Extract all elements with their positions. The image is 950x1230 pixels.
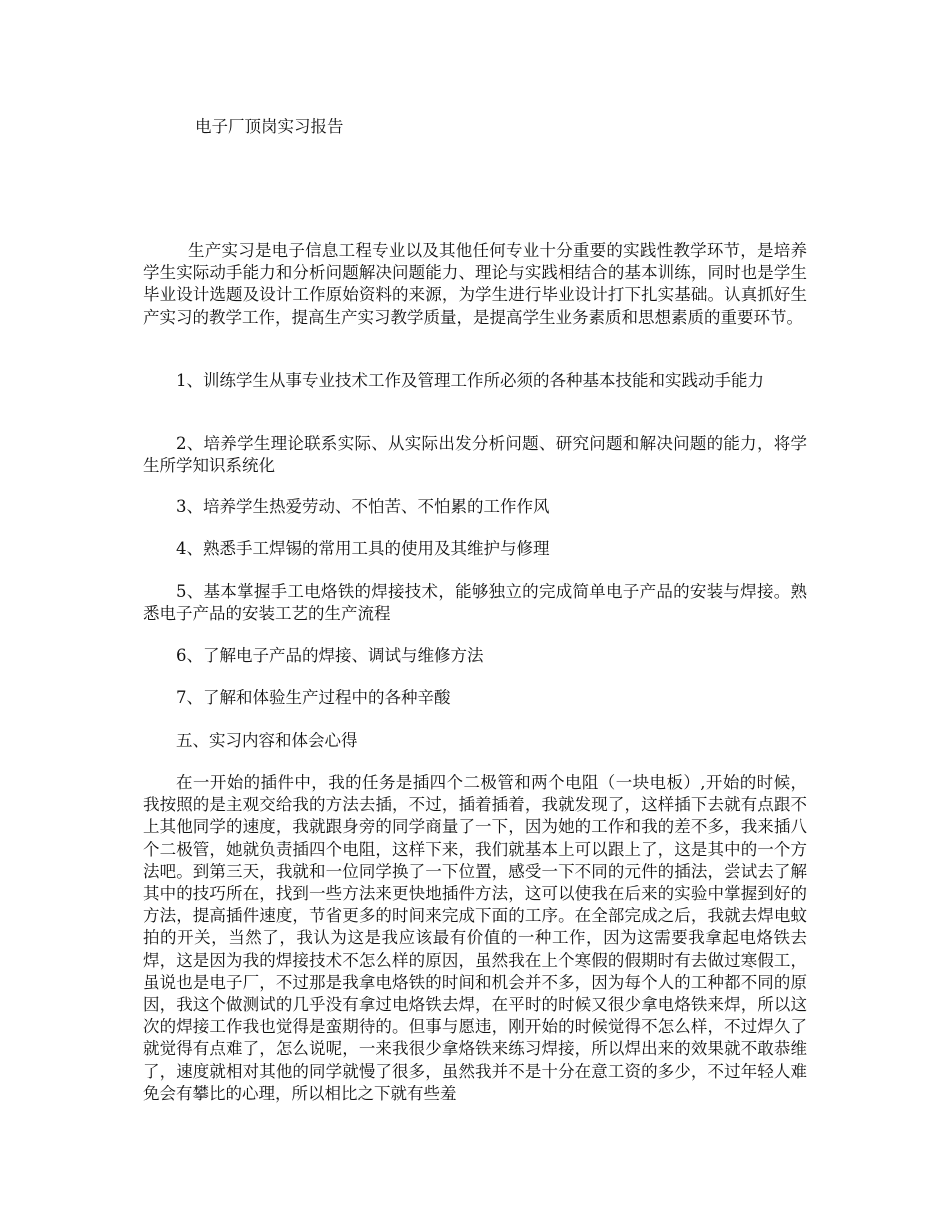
objective-item-2: 2、培养学生理论联系实际、从实际出发分析问题、研究问题和解决问题的能力，将学生所学知识系统化 [143, 434, 807, 476]
document-title: 电子厂顶岗实习报告 [195, 117, 344, 136]
objective-item-1: 1、训练学生从事专业技术工作及管理工作所必须的各种基本技能和实践动手能力 [176, 371, 764, 390]
objective-item-6: 6、了解电子产品的焊接、调试与维修方法 [176, 646, 484, 665]
objective-item-7: 7、了解和体验生产过程中的各种辛酸 [176, 688, 451, 707]
objective-item-3: 3、培养学生热爱劳动、不怕苦、不怕累的工作作风 [176, 497, 550, 516]
section-heading: 五、实习内容和体会心得 [176, 731, 358, 750]
objective-item-4: 4、熟悉手工焊锡的常用工具的使用及其维护与修理 [176, 539, 550, 558]
intro-paragraph: 生产实习是电子信息工程专业以及其他任何专业十分重要的实践性教学环节，是培养学生实际动手能力和分析问题解决问题能力、理论与实践相结合的基本训练，同时也是学生毕业设计选题及设计工作原始资料的来源，为学生进行毕业设计打下扎实基础。认真抓好生产实习的教学工作，提高生产实习教学质量，是提高学生业务素质和思想素质的重要环节。 [143, 241, 807, 327]
content-paragraph: 在一开始的插件中，我的任务是插四个二极管和两个电阻（一块电板）,开始的时候，我按照的是主观交给我的方法去插，不过，插着插着，我就发现了，这样插下去就有点跟不上其他同学的速度，我就跟身旁的同学商量了一下，因为她的工作和我的差不多，我来插八个二极管，她就负责插四个电阻，这样下来，我们就基本上可以跟上了，这是其中的一个方法吧。到第三天，我就和一位同学换了一下位置，感受一下不同的元件的插法，尝试去了解其中的技巧所在，找到一些方法来更快地插件方法，这可以使我在后来的实验中掌握到好的方法，提高插件速度，节省更多的时间来完成下面的工序。在全部完成之后，我就去焊电蚊拍的开关，当然了，我认为这是我应该最有价值的一种工作，因为这需要我拿起电烙铁去焊，这是因为我的焊接技术不怎么样的原因，虽然我在上个寒假的假期时有去做过寒假工，虽说也是电子厂，不过那是我拿电烙铁的时间和机会并不多，因为每个人的工种都不同的原因，我这个做测试的几乎没有拿过电烙铁去焊，在平时的时候又很少拿电烙铁来焊，所以这次的焊接工作我也觉得是蛮期待的。但事与愿违，刚开始的时候觉得不怎么样，不过焊久了就觉得有点难了，怎么说呢，一来我很少拿烙铁来练习焊接，所以焊出来的效果就不敢恭维了，速度就相对其他的同学就慢了很多，虽然我并不是十分在意工资的多少，不过年轻人难免会有攀比的心理，所以相比之下就有些羞 [143, 773, 807, 1103]
objective-item-5: 5、基本掌握手工电烙铁的焊接技术，能够独立的完成简单电子产品的安装与焊接。熟悉电子产品的安装工艺的生产流程 [143, 582, 807, 624]
